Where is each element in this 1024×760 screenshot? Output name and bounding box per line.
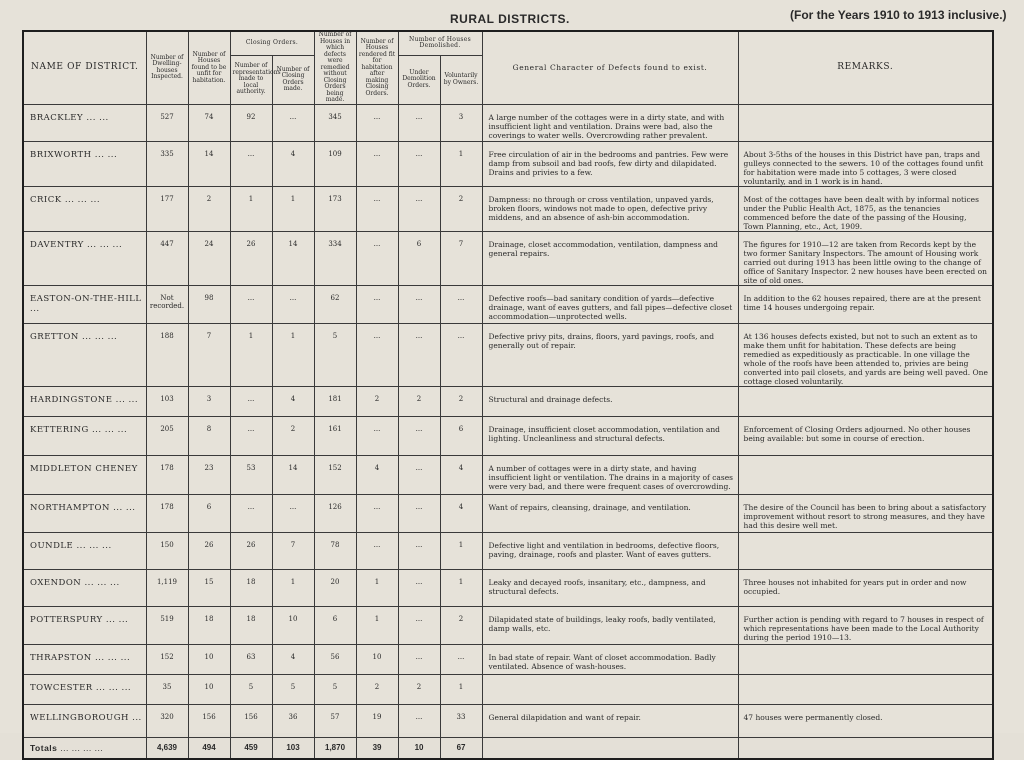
cell-dwellings-inspected: 177	[146, 186, 188, 231]
district-name: EASTON-ON-THE-HILL ...	[23, 285, 146, 323]
leader-dots: ... ... ...	[76, 540, 112, 551]
cell-remarks	[738, 386, 993, 416]
district-name: BRIXWORTH ... ...	[23, 141, 146, 186]
total-voluntarily: 67	[440, 737, 482, 759]
cell-dwellings-inspected: 335	[146, 141, 188, 186]
cell-rendered-fit: 19	[356, 704, 398, 737]
leader-dots: ... ... ...	[91, 424, 128, 435]
cell-unfit: 3	[188, 386, 230, 416]
table-row	[23, 323, 993, 386]
cell-defects: Defective privy pits, drains, floors, yard pavings, roofs, and generally out of repair.	[482, 323, 738, 386]
district-name: THRAPSTON ... ... ...	[23, 644, 146, 674]
cell-remarks	[738, 644, 993, 674]
total-representations: 459	[230, 737, 272, 759]
cell-unfit: 10	[188, 674, 230, 704]
cell-unfit: 14	[188, 141, 230, 186]
cell-closing-orders: ...	[272, 285, 314, 323]
header-rendered-fit: Number of Houses rendered fit for habitation after making Closing Orders.	[356, 31, 398, 104]
cell-voluntarily: ...	[440, 644, 482, 674]
cell-representations: 26	[230, 231, 272, 285]
header-name: NAME OF DISTRICT.	[23, 31, 146, 104]
cell-unfit: 156	[188, 704, 230, 737]
header-closing-made: Number of Closing Orders made.	[272, 55, 314, 104]
cell-remarks: At 136 houses defects existed, but not to such an extent as to make them unfit for habitation. These defects are being remedied as expeditiously as practicable. In one village the whole of the roofs have been attended to, privies are being converted into pail closets, and yards are being well paved. One cottage closed voluntarily.	[738, 323, 993, 386]
cell-voluntarily: 1	[440, 532, 482, 569]
cell-representations: 5	[230, 674, 272, 704]
leader-dots: ... ...	[105, 614, 129, 625]
total-remedied: 1,870	[314, 737, 356, 759]
cell-rendered-fit: 2	[356, 386, 398, 416]
cell-defects: A large number of the cottages were in a dirty state, and with insufficient light and ventilation. Drains were bad, also the coverings to water wells. Overcrowding rather prevalent.	[482, 104, 738, 141]
table-row	[23, 186, 993, 231]
cell-remedied: 62	[314, 285, 356, 323]
cell-representations: 18	[230, 569, 272, 606]
leader-dots: ... ... ...	[86, 239, 123, 250]
cell-defects	[482, 674, 738, 704]
cell-dwellings-inspected: 447	[146, 231, 188, 285]
cell-representations: 1	[230, 323, 272, 386]
cell-defects: Drainage, insufficient closet accommodation, ventilation and lighting. Uncleanliness and structural defects.	[482, 416, 738, 455]
cell-under-demolition: ...	[398, 323, 440, 386]
cell-remarks	[738, 532, 993, 569]
district-name: WELLINGBOROUGH ...	[23, 704, 146, 737]
cell-under-demolition: ...	[398, 141, 440, 186]
cell-remarks: 47 houses were permanently closed.	[738, 704, 993, 737]
cell-rendered-fit: ...	[356, 532, 398, 569]
district-name: KETTERING ... ... ...	[23, 416, 146, 455]
cell-dwellings-inspected: 178	[146, 455, 188, 494]
header-closing-orders: Closing Orders.	[230, 31, 314, 55]
cell-rendered-fit: ...	[356, 416, 398, 455]
cell-under-demolition: ...	[398, 704, 440, 737]
header-demolished: Number of Houses Demolished.	[398, 31, 482, 55]
cell-voluntarily: 3	[440, 104, 482, 141]
table-row	[23, 416, 993, 455]
cell-dwellings-inspected: 188	[146, 323, 188, 386]
rural-districts-table	[22, 30, 994, 760]
district-name: CRICK ... ... ...	[23, 186, 146, 231]
cell-closing-orders: 14	[272, 455, 314, 494]
cell-representations: 92	[230, 104, 272, 141]
cell-representations: ...	[230, 141, 272, 186]
header-remarks: REMARKS.	[738, 31, 993, 104]
leader-dots: ... ... ...	[64, 194, 101, 205]
cell-remarks	[738, 674, 993, 704]
cell-rendered-fit: 10	[356, 644, 398, 674]
cell-closing-orders: 1	[272, 186, 314, 231]
leader-dots: ... ... ...	[82, 331, 118, 342]
cell-under-demolition: ...	[398, 569, 440, 606]
cell-closing-orders: 10	[272, 606, 314, 644]
cell-voluntarily: ...	[440, 285, 482, 323]
cell-defects: Structural and drainage defects.	[482, 386, 738, 416]
cell-representations: 18	[230, 606, 272, 644]
cell-under-demolition: ...	[398, 494, 440, 532]
district-name: DAVENTRY ... ... ...	[23, 231, 146, 285]
cell-closing-orders: 4	[272, 386, 314, 416]
cell-unfit: 7	[188, 323, 230, 386]
cell-dwellings-inspected: 103	[146, 386, 188, 416]
cell-closing-orders: 2	[272, 416, 314, 455]
cell-defects: Dilapidated state of buildings, leaky roofs, badly ventilated, damp walls, etc.	[482, 606, 738, 644]
table-row	[23, 606, 993, 644]
cell-remarks: Further action is pending with regard to 7 houses in respect of which representations have been made to the Local Authority during the period 1910—13.	[738, 606, 993, 644]
cell-under-demolition: ...	[398, 186, 440, 231]
cell-unfit: 98	[188, 285, 230, 323]
page-title: RURAL DISTRICTS.	[450, 12, 570, 26]
cell-voluntarily: 2	[440, 606, 482, 644]
district-name: BRACKLEY ... ...	[23, 104, 146, 141]
cell-rendered-fit: ...	[356, 104, 398, 141]
cell-voluntarily: 6	[440, 416, 482, 455]
leader-dots: ... ... ... ...	[60, 742, 104, 753]
cell-remarks: About 3-5ths of the houses in this District have pan, traps and gulleys connected to the sewers. 10 of the cottages found unfit for habitation were made into 5 cottages, 3 were closed voluntarily, and in 1 work is in hand.	[738, 141, 993, 186]
header-dwelling: Number of Dwelling-houses Inspected.	[146, 31, 188, 104]
cell-remedied: 181	[314, 386, 356, 416]
leader-dots: ... ...	[115, 394, 139, 405]
leader-dots: ... ... ...	[94, 652, 131, 663]
cell-remedied: 57	[314, 704, 356, 737]
cell-unfit: 26	[188, 532, 230, 569]
cell-representations: ...	[230, 416, 272, 455]
page-subtitle: (For the Years 1910 to 1913 inclusive.)	[790, 8, 1007, 22]
cell-voluntarily: 4	[440, 494, 482, 532]
table-row	[23, 644, 993, 674]
cell-remarks: In addition to the 62 houses repaired, there are at the present time 14 houses undergoing repair.	[738, 285, 993, 323]
cell-dwellings-inspected: 527	[146, 104, 188, 141]
total-defects-empty	[482, 737, 738, 759]
table-row	[23, 386, 993, 416]
cell-dwellings-inspected: 320	[146, 704, 188, 737]
cell-remedied: 20	[314, 569, 356, 606]
cell-closing-orders: ...	[272, 494, 314, 532]
cell-voluntarily: 1	[440, 569, 482, 606]
cell-remedied: 5	[314, 674, 356, 704]
table-row	[23, 494, 993, 532]
cell-under-demolition: ...	[398, 532, 440, 569]
cell-under-demolition: ...	[398, 104, 440, 141]
cell-remarks: Most of the cottages have been dealt with by informal notices under the Public Health Act, 1875, as the tenancies commenced before the date of the passing of the Housing, Town Planning, etc., Act, 1909.	[738, 186, 993, 231]
cell-remedied: 126	[314, 494, 356, 532]
district-name: NORTHAMPTON ... ...	[23, 494, 146, 532]
district-name: MIDDLETON CHENEY	[23, 455, 146, 494]
cell-remarks: The desire of the Council has been to bring about a satisfactory improvement without resort to strong measures, and they have had this desire well met.	[738, 494, 993, 532]
leader-dots: ...	[30, 303, 40, 314]
cell-defects: Drainage, closet accommodation, ventilation, dampness and general repairs.	[482, 231, 738, 285]
table-row	[23, 141, 993, 186]
district-name: HARDINGSTONE ... ...	[23, 386, 146, 416]
cell-dwellings-inspected: Not recorded.	[146, 285, 188, 323]
table-row	[23, 569, 993, 606]
cell-closing-orders: 5	[272, 674, 314, 704]
cell-closing-orders: 4	[272, 141, 314, 186]
cell-rendered-fit: ...	[356, 186, 398, 231]
cell-remedied: 334	[314, 231, 356, 285]
cell-representations: ...	[230, 285, 272, 323]
cell-remarks	[738, 455, 993, 494]
cell-under-demolition: ...	[398, 285, 440, 323]
leader-dots: ... ... ...	[84, 577, 120, 588]
cell-remedied: 345	[314, 104, 356, 141]
table-body	[23, 104, 993, 759]
cell-defects: Defective roofs—bad sanitary condition of yards—defective drainage, want of eaves gutters, and fall pipes—defective closet accommodation—unprotected wells.	[482, 285, 738, 323]
cell-representations: 53	[230, 455, 272, 494]
cell-under-demolition: ...	[398, 455, 440, 494]
cell-voluntarily: 1	[440, 674, 482, 704]
total-rendered-fit: 39	[356, 737, 398, 759]
cell-closing-orders: 1	[272, 569, 314, 606]
cell-rendered-fit: ...	[356, 141, 398, 186]
cell-voluntarily: 7	[440, 231, 482, 285]
cell-defects: Leaky and decayed roofs, insanitary, etc., dampness, and structural defects.	[482, 569, 738, 606]
cell-remedied: 6	[314, 606, 356, 644]
cell-unfit: 2	[188, 186, 230, 231]
cell-voluntarily: 33	[440, 704, 482, 737]
cell-rendered-fit: 1	[356, 606, 398, 644]
cell-representations: 156	[230, 704, 272, 737]
cell-defects: A number of cottages were in a dirty state, and having insufficient light or ventilation. The drains in a majority of cases were very bad, and there were frequent cases of overcrowding.	[482, 455, 738, 494]
cell-closing-orders: ...	[272, 104, 314, 141]
cell-remedied: 173	[314, 186, 356, 231]
cell-dwellings-inspected: 519	[146, 606, 188, 644]
cell-remarks	[738, 104, 993, 141]
cell-dwellings-inspected: 178	[146, 494, 188, 532]
cell-closing-orders: 7	[272, 532, 314, 569]
district-name: OXENDON ... ... ...	[23, 569, 146, 606]
total-dwellings-inspected: 4,639	[146, 737, 188, 759]
cell-unfit: 15	[188, 569, 230, 606]
cell-defects: Defective light and ventilation in bedrooms, defective floors, paving, drainage, roofs and plaster. Want of eaves gutters.	[482, 532, 738, 569]
cell-representations: ...	[230, 386, 272, 416]
cell-voluntarily: 4	[440, 455, 482, 494]
cell-remedied: 78	[314, 532, 356, 569]
cell-unfit: 23	[188, 455, 230, 494]
cell-voluntarily: 1	[440, 141, 482, 186]
table-row	[23, 104, 993, 141]
district-name: OUNDLE ... ... ...	[23, 532, 146, 569]
leader-dots: ...	[132, 712, 142, 723]
header-representations: Number of representations made to local authority.	[230, 55, 272, 104]
district-name: GRETTON ... ... ...	[23, 323, 146, 386]
cell-unfit: 18	[188, 606, 230, 644]
cell-representations: 63	[230, 644, 272, 674]
cell-remarks: The figures for 1910—12 are taken from Records kept by the two former Sanitary Inspectors. The amount of Housing work carried out during 1913 has been little owing to the change of office of Sanitary Inspector. 2 new houses have been erected on site of old ones.	[738, 231, 993, 285]
leader-dots: ... ... ...	[95, 682, 132, 693]
totals-label: Totals ... ... ... ...	[23, 737, 146, 759]
leader-dots: ... ...	[86, 112, 109, 123]
cell-closing-orders: 36	[272, 704, 314, 737]
district-name: POTTERSPURY ... ...	[23, 606, 146, 644]
cell-defects: In bad state of repair. Want of closet accommodation. Badly ventilated. Absence of wash-houses.	[482, 644, 738, 674]
cell-remedied: 152	[314, 455, 356, 494]
table-row	[23, 455, 993, 494]
cell-remedied: 5	[314, 323, 356, 386]
cell-voluntarily: ...	[440, 323, 482, 386]
cell-dwellings-inspected: 152	[146, 644, 188, 674]
cell-defects: Free circulation of air in the bedrooms and pantries. Few were damp from subsoil and bad roofs, few dirty and dilapidated. Drains and privies to a few.	[482, 141, 738, 186]
total-under-demolition: 10	[398, 737, 440, 759]
page-header	[0, 0, 1024, 27]
total-remarks-empty	[738, 737, 993, 759]
table-header	[23, 31, 993, 104]
cell-unfit: 6	[188, 494, 230, 532]
cell-under-demolition: 2	[398, 674, 440, 704]
cell-unfit: 74	[188, 104, 230, 141]
cell-under-demolition: 6	[398, 231, 440, 285]
header-voluntarily: Voluntarily by Owners.	[440, 55, 482, 104]
cell-defects: Want of repairs, cleansing, drainage, and ventilation.	[482, 494, 738, 532]
leader-dots: ... ...	[113, 502, 136, 513]
cell-dwellings-inspected: 150	[146, 532, 188, 569]
cell-remedied: 161	[314, 416, 356, 455]
cell-representations: 26	[230, 532, 272, 569]
header-under-demolition: Under Demolition Orders.	[398, 55, 440, 104]
header-unfit: Number of Houses found to be unfit for habitation.	[188, 31, 230, 104]
cell-voluntarily: 2	[440, 386, 482, 416]
totals-row	[23, 737, 993, 759]
cell-dwellings-inspected: 1,119	[146, 569, 188, 606]
table-row	[23, 231, 993, 285]
cell-dwellings-inspected: 205	[146, 416, 188, 455]
cell-under-demolition: ...	[398, 606, 440, 644]
cell-representations: 1	[230, 186, 272, 231]
header-remedied: Number of Houses in which defects were remedied without Closing Orders being made.	[314, 31, 356, 104]
cell-remarks: Enforcement of Closing Orders adjourned. No other houses being available: but some in course of erection.	[738, 416, 993, 455]
cell-dwellings-inspected: 35	[146, 674, 188, 704]
cell-defects: General dilapidation and want of repair.	[482, 704, 738, 737]
cell-under-demolition: 2	[398, 386, 440, 416]
cell-unfit: 10	[188, 644, 230, 674]
cell-unfit: 24	[188, 231, 230, 285]
cell-remedied: 109	[314, 141, 356, 186]
cell-rendered-fit: 1	[356, 569, 398, 606]
table-row	[23, 532, 993, 569]
table-row	[23, 285, 993, 323]
cell-rendered-fit: ...	[356, 285, 398, 323]
cell-under-demolition: ...	[398, 644, 440, 674]
cell-remarks: Three houses not inhabited for years put in order and now occupied.	[738, 569, 993, 606]
header-character: General Character of Defects found to exist.	[482, 31, 738, 104]
cell-unfit: 8	[188, 416, 230, 455]
cell-defects: Dampness: no through or cross ventilation, unpaved yards, broken floors, windows not made to open, defective privy middens, and an absence of ash-bin accommodation.	[482, 186, 738, 231]
table-row	[23, 674, 993, 704]
cell-rendered-fit: 4	[356, 455, 398, 494]
table-row	[23, 704, 993, 737]
cell-rendered-fit: ...	[356, 323, 398, 386]
leader-dots: ... ...	[94, 149, 118, 160]
cell-closing-orders: 1	[272, 323, 314, 386]
cell-representations: ...	[230, 494, 272, 532]
total-unfit: 494	[188, 737, 230, 759]
total-closing-orders: 103	[272, 737, 314, 759]
cell-rendered-fit: ...	[356, 231, 398, 285]
cell-remedied: 56	[314, 644, 356, 674]
cell-under-demolition: ...	[398, 416, 440, 455]
district-name: TOWCESTER ... ... ...	[23, 674, 146, 704]
cell-rendered-fit: ...	[356, 494, 398, 532]
cell-closing-orders: 14	[272, 231, 314, 285]
cell-rendered-fit: 2	[356, 674, 398, 704]
cell-closing-orders: 4	[272, 644, 314, 674]
cell-voluntarily: 2	[440, 186, 482, 231]
